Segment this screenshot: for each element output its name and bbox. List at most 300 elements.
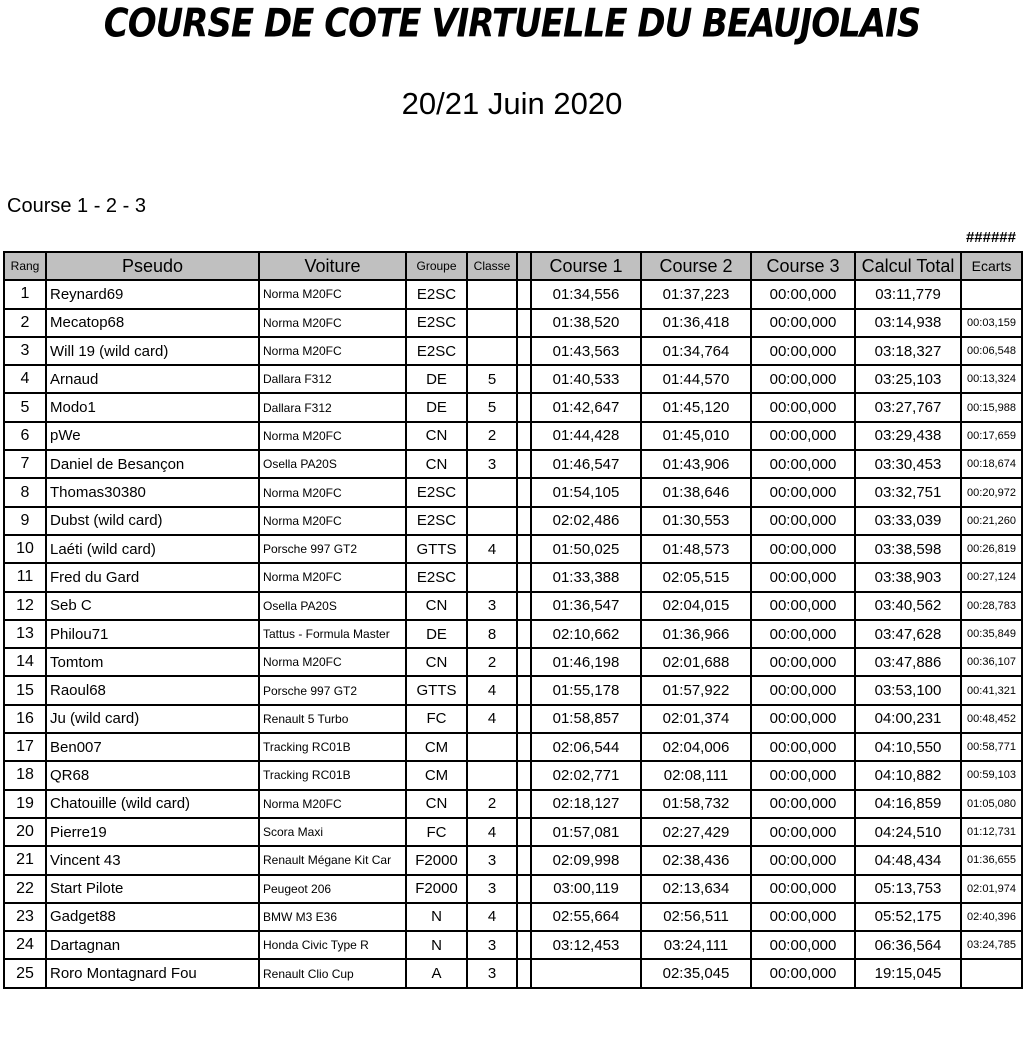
ecart-cell: 00:41,321 bbox=[961, 676, 1022, 704]
header-course2: Course 2 bbox=[641, 252, 751, 280]
course2-cell: 02:01,688 bbox=[641, 648, 751, 676]
ecart-cell: 00:13,324 bbox=[961, 365, 1022, 393]
header-rang: Rang bbox=[4, 252, 46, 280]
car-cell: Norma M20FC bbox=[259, 337, 406, 365]
pseudo-cell: Mecatop68 bbox=[46, 309, 259, 337]
table-row bbox=[4, 592, 1022, 620]
spacer-cell bbox=[517, 478, 531, 506]
group-cell: CN bbox=[406, 450, 467, 478]
spacer-cell bbox=[517, 931, 531, 959]
class-cell bbox=[467, 280, 517, 308]
pseudo-cell: Thomas30380 bbox=[46, 478, 259, 506]
class-cell bbox=[467, 761, 517, 789]
ecart-cell: 00:17,659 bbox=[961, 422, 1022, 450]
pseudo-cell: Modo1 bbox=[46, 393, 259, 421]
car-cell: Dallara F312 bbox=[259, 393, 406, 421]
group-cell: E2SC bbox=[406, 478, 467, 506]
group-cell: CN bbox=[406, 648, 467, 676]
course3-cell: 00:00,000 bbox=[751, 450, 855, 478]
header-classe: Classe bbox=[467, 252, 517, 280]
spacer-cell bbox=[517, 903, 531, 931]
car-cell: Norma M20FC bbox=[259, 507, 406, 535]
table-row bbox=[4, 705, 1022, 733]
spacer-cell bbox=[517, 365, 531, 393]
course2-cell: 02:08,111 bbox=[641, 761, 751, 789]
group-cell: E2SC bbox=[406, 337, 467, 365]
table-row bbox=[4, 422, 1022, 450]
group-cell: F2000 bbox=[406, 875, 467, 903]
ecart-cell: 01:12,731 bbox=[961, 818, 1022, 846]
course2-cell: 02:05,515 bbox=[641, 563, 751, 591]
rank-cell: 22 bbox=[4, 875, 46, 903]
total-cell: 03:40,562 bbox=[855, 592, 961, 620]
table-row bbox=[4, 478, 1022, 506]
spacer-cell bbox=[517, 705, 531, 733]
car-cell: Tracking RC01B bbox=[259, 733, 406, 761]
car-cell: Norma M20FC bbox=[259, 280, 406, 308]
ecart-cell: 00:21,260 bbox=[961, 507, 1022, 535]
rank-cell: 24 bbox=[4, 931, 46, 959]
pseudo-cell: Pierre19 bbox=[46, 818, 259, 846]
car-cell: Norma M20FC bbox=[259, 648, 406, 676]
car-cell: Honda Civic Type R bbox=[259, 931, 406, 959]
course1-cell: 02:09,998 bbox=[531, 846, 641, 874]
course1-cell: 01:43,563 bbox=[531, 337, 641, 365]
course3-cell: 00:00,000 bbox=[751, 676, 855, 704]
group-cell: E2SC bbox=[406, 507, 467, 535]
course3-cell: 00:00,000 bbox=[751, 507, 855, 535]
course3-cell: 00:00,000 bbox=[751, 592, 855, 620]
pseudo-cell: Fred du Gard bbox=[46, 563, 259, 591]
car-cell: Tattus - Formula Master bbox=[259, 620, 406, 648]
course3-cell: 00:00,000 bbox=[751, 280, 855, 308]
class-cell: 3 bbox=[467, 846, 517, 874]
course3-cell: 00:00,000 bbox=[751, 959, 855, 987]
course2-cell: 03:24,111 bbox=[641, 931, 751, 959]
course2-cell: 01:36,418 bbox=[641, 309, 751, 337]
class-cell: 2 bbox=[467, 648, 517, 676]
course1-cell: 01:44,428 bbox=[531, 422, 641, 450]
total-cell: 03:47,628 bbox=[855, 620, 961, 648]
spacer-cell bbox=[517, 761, 531, 789]
group-cell: E2SC bbox=[406, 309, 467, 337]
group-cell: CN bbox=[406, 592, 467, 620]
total-cell: 04:24,510 bbox=[855, 818, 961, 846]
class-cell: 4 bbox=[467, 535, 517, 563]
course1-cell: 02:02,486 bbox=[531, 507, 641, 535]
ecart-cell: 02:40,396 bbox=[961, 903, 1022, 931]
pseudo-cell: Gadget88 bbox=[46, 903, 259, 931]
header-ecarts: Ecarts bbox=[961, 252, 1022, 280]
course3-cell: 00:00,000 bbox=[751, 563, 855, 591]
group-cell: CM bbox=[406, 761, 467, 789]
total-cell: 05:52,175 bbox=[855, 903, 961, 931]
spacer-cell bbox=[517, 648, 531, 676]
course2-cell: 01:38,646 bbox=[641, 478, 751, 506]
pseudo-cell: Vincent 43 bbox=[46, 846, 259, 874]
ecart-cell: 00:18,674 bbox=[961, 450, 1022, 478]
ecart-cell: 00:27,124 bbox=[961, 563, 1022, 591]
pseudo-cell: Dartagnan bbox=[46, 931, 259, 959]
class-cell: 3 bbox=[467, 959, 517, 987]
spacer-cell bbox=[517, 280, 531, 308]
spacer-cell bbox=[517, 818, 531, 846]
ecart-cell: 00:35,849 bbox=[961, 620, 1022, 648]
ecart-cell: 00:15,988 bbox=[961, 393, 1022, 421]
spacer-cell bbox=[517, 846, 531, 874]
rank-cell: 9 bbox=[4, 507, 46, 535]
ecart-cell bbox=[961, 959, 1022, 987]
pseudo-cell: Reynard69 bbox=[46, 280, 259, 308]
class-cell: 3 bbox=[467, 450, 517, 478]
event-date: 20/21 Juin 2020 bbox=[401, 86, 623, 121]
course3-cell: 00:00,000 bbox=[751, 790, 855, 818]
ecart-cell: 02:01,974 bbox=[961, 875, 1022, 903]
spacer-cell bbox=[517, 507, 531, 535]
class-cell: 4 bbox=[467, 705, 517, 733]
pseudo-cell: pWe bbox=[46, 422, 259, 450]
car-cell: Osella PA20S bbox=[259, 592, 406, 620]
pseudo-cell: Ju (wild card) bbox=[46, 705, 259, 733]
class-cell: 2 bbox=[467, 422, 517, 450]
car-cell: Porsche 997 GT2 bbox=[259, 535, 406, 563]
course2-cell: 01:44,570 bbox=[641, 365, 751, 393]
table-row bbox=[4, 365, 1022, 393]
table-row bbox=[4, 931, 1022, 959]
total-cell: 03:33,039 bbox=[855, 507, 961, 535]
course2-cell: 01:45,010 bbox=[641, 422, 751, 450]
car-cell: Norma M20FC bbox=[259, 790, 406, 818]
spacer-cell bbox=[517, 535, 531, 563]
class-cell bbox=[467, 337, 517, 365]
class-cell: 4 bbox=[467, 903, 517, 931]
rank-cell: 12 bbox=[4, 592, 46, 620]
table-row bbox=[4, 959, 1022, 987]
rank-cell: 1 bbox=[4, 280, 46, 308]
table-row bbox=[4, 875, 1022, 903]
total-cell: 03:30,453 bbox=[855, 450, 961, 478]
group-cell: CN bbox=[406, 422, 467, 450]
group-cell: FC bbox=[406, 818, 467, 846]
car-cell: Norma M20FC bbox=[259, 478, 406, 506]
course2-cell: 01:57,922 bbox=[641, 676, 751, 704]
course1-cell: 01:40,533 bbox=[531, 365, 641, 393]
pseudo-cell: Arnaud bbox=[46, 365, 259, 393]
rank-cell: 10 bbox=[4, 535, 46, 563]
course1-cell: 02:02,771 bbox=[531, 761, 641, 789]
course2-cell: 01:58,732 bbox=[641, 790, 751, 818]
header-pseudo: Pseudo bbox=[46, 252, 259, 280]
rank-cell: 14 bbox=[4, 648, 46, 676]
header-total: Calcul Total bbox=[855, 252, 961, 280]
class-cell: 4 bbox=[467, 818, 517, 846]
ecart-cell: 00:06,548 bbox=[961, 337, 1022, 365]
course3-cell: 00:00,000 bbox=[751, 846, 855, 874]
course1-cell: 01:34,556 bbox=[531, 280, 641, 308]
car-cell: Peugeot 206 bbox=[259, 875, 406, 903]
course2-cell: 01:45,120 bbox=[641, 393, 751, 421]
total-cell: 03:27,767 bbox=[855, 393, 961, 421]
total-cell: 03:32,751 bbox=[855, 478, 961, 506]
table-row bbox=[4, 393, 1022, 421]
car-cell: Osella PA20S bbox=[259, 450, 406, 478]
total-cell: 04:00,231 bbox=[855, 705, 961, 733]
course3-cell: 00:00,000 bbox=[751, 648, 855, 676]
course3-cell: 00:00,000 bbox=[751, 393, 855, 421]
class-cell: 4 bbox=[467, 676, 517, 704]
course2-cell: 01:30,553 bbox=[641, 507, 751, 535]
spacer-cell bbox=[517, 875, 531, 903]
table-row bbox=[4, 563, 1022, 591]
course1-cell: 01:46,547 bbox=[531, 450, 641, 478]
course3-cell: 00:00,000 bbox=[751, 535, 855, 563]
spacer-cell bbox=[517, 422, 531, 450]
course3-cell: 00:00,000 bbox=[751, 705, 855, 733]
car-cell: BMW M3 E36 bbox=[259, 903, 406, 931]
total-cell: 04:10,550 bbox=[855, 733, 961, 761]
pseudo-cell: Seb C bbox=[46, 592, 259, 620]
course2-cell: 02:01,374 bbox=[641, 705, 751, 733]
car-cell: Renault Clio Cup bbox=[259, 959, 406, 987]
pseudo-cell: Tomtom bbox=[46, 648, 259, 676]
course3-cell: 00:00,000 bbox=[751, 733, 855, 761]
course3-cell: 00:00,000 bbox=[751, 818, 855, 846]
pseudo-cell: Laéti (wild card) bbox=[46, 535, 259, 563]
car-cell: Norma M20FC bbox=[259, 422, 406, 450]
spacer-cell bbox=[517, 337, 531, 365]
group-cell: GTTS bbox=[406, 676, 467, 704]
spacer-cell bbox=[517, 309, 531, 337]
class-cell: 8 bbox=[467, 620, 517, 648]
total-cell: 03:53,100 bbox=[855, 676, 961, 704]
rank-cell: 5 bbox=[4, 393, 46, 421]
course3-cell: 00:00,000 bbox=[751, 478, 855, 506]
group-cell: N bbox=[406, 931, 467, 959]
pseudo-cell: Chatouille (wild card) bbox=[46, 790, 259, 818]
course2-cell: 02:35,045 bbox=[641, 959, 751, 987]
rank-cell: 3 bbox=[4, 337, 46, 365]
car-cell: Renault Mégane Kit Car bbox=[259, 846, 406, 874]
course1-cell: 02:06,544 bbox=[531, 733, 641, 761]
table-row bbox=[4, 733, 1022, 761]
rank-cell: 21 bbox=[4, 846, 46, 874]
course1-cell: 01:54,105 bbox=[531, 478, 641, 506]
course1-cell bbox=[531, 959, 641, 987]
course1-cell: 01:33,388 bbox=[531, 563, 641, 591]
course1-cell: 02:10,662 bbox=[531, 620, 641, 648]
pseudo-cell: Daniel de Besançon bbox=[46, 450, 259, 478]
total-cell: 03:18,327 bbox=[855, 337, 961, 365]
course2-cell: 02:56,511 bbox=[641, 903, 751, 931]
car-cell: Norma M20FC bbox=[259, 309, 406, 337]
course1-cell: 01:36,547 bbox=[531, 592, 641, 620]
course2-cell: 01:43,906 bbox=[641, 450, 751, 478]
table-row bbox=[4, 450, 1022, 478]
course3-cell: 00:00,000 bbox=[751, 337, 855, 365]
pseudo-cell: QR68 bbox=[46, 761, 259, 789]
group-cell: CN bbox=[406, 790, 467, 818]
pseudo-cell: Raoul68 bbox=[46, 676, 259, 704]
total-cell: 04:16,859 bbox=[855, 790, 961, 818]
spacer-cell bbox=[517, 450, 531, 478]
total-cell: 06:36,564 bbox=[855, 931, 961, 959]
table-row bbox=[4, 535, 1022, 563]
pseudo-cell: Ben007 bbox=[46, 733, 259, 761]
table-row bbox=[4, 761, 1022, 789]
ecart-cell: 03:24,785 bbox=[961, 931, 1022, 959]
course1-cell: 01:42,647 bbox=[531, 393, 641, 421]
pseudo-cell: Will 19 (wild card) bbox=[46, 337, 259, 365]
car-cell: Porsche 997 GT2 bbox=[259, 676, 406, 704]
rank-cell: 15 bbox=[4, 676, 46, 704]
car-cell: Tracking RC01B bbox=[259, 761, 406, 789]
spacer-cell bbox=[517, 592, 531, 620]
pseudo-cell: Roro Montagnard Fou bbox=[46, 959, 259, 987]
ecart-cell: 00:36,107 bbox=[961, 648, 1022, 676]
course1-cell: 01:46,198 bbox=[531, 648, 641, 676]
course1-cell: 01:38,520 bbox=[531, 309, 641, 337]
header-course1: Course 1 bbox=[531, 252, 641, 280]
class-cell: 2 bbox=[467, 790, 517, 818]
course2-cell: 01:34,764 bbox=[641, 337, 751, 365]
spacer-cell bbox=[517, 563, 531, 591]
pseudo-cell: Dubst (wild card) bbox=[46, 507, 259, 535]
group-cell: A bbox=[406, 959, 467, 987]
course2-cell: 01:37,223 bbox=[641, 280, 751, 308]
rank-cell: 7 bbox=[4, 450, 46, 478]
course1-cell: 01:58,857 bbox=[531, 705, 641, 733]
rank-cell: 11 bbox=[4, 563, 46, 591]
table-row bbox=[4, 620, 1022, 648]
spacer-cell bbox=[517, 393, 531, 421]
group-cell: DE bbox=[406, 393, 467, 421]
table-row bbox=[4, 648, 1022, 676]
spacer-cell bbox=[517, 790, 531, 818]
total-cell: 03:47,886 bbox=[855, 648, 961, 676]
car-cell: Renault 5 Turbo bbox=[259, 705, 406, 733]
course2-cell: 01:36,966 bbox=[641, 620, 751, 648]
course1-cell: 02:18,127 bbox=[531, 790, 641, 818]
rank-cell: 18 bbox=[4, 761, 46, 789]
rank-cell: 23 bbox=[4, 903, 46, 931]
total-cell: 03:29,438 bbox=[855, 422, 961, 450]
rank-cell: 2 bbox=[4, 309, 46, 337]
ecart-cell: 00:28,783 bbox=[961, 592, 1022, 620]
course2-cell: 02:04,015 bbox=[641, 592, 751, 620]
class-cell bbox=[467, 563, 517, 591]
class-cell: 5 bbox=[467, 365, 517, 393]
ecart-cell: 00:26,819 bbox=[961, 535, 1022, 563]
header-row bbox=[4, 252, 1022, 280]
table-row bbox=[4, 903, 1022, 931]
car-cell: Dallara F312 bbox=[259, 365, 406, 393]
group-cell: FC bbox=[406, 705, 467, 733]
course1-cell: 01:55,178 bbox=[531, 676, 641, 704]
course2-cell: 01:48,573 bbox=[641, 535, 751, 563]
spacer-cell bbox=[517, 676, 531, 704]
rank-cell: 4 bbox=[4, 365, 46, 393]
group-cell: GTTS bbox=[406, 535, 467, 563]
pseudo-cell: Start Pilote bbox=[46, 875, 259, 903]
rank-cell: 6 bbox=[4, 422, 46, 450]
ecart-cell: 00:58,771 bbox=[961, 733, 1022, 761]
course-subtitle: Course 1 - 2 - 3 bbox=[7, 195, 146, 217]
ecart-cell: 00:48,452 bbox=[961, 705, 1022, 733]
course2-cell: 02:04,006 bbox=[641, 733, 751, 761]
class-cell: 3 bbox=[467, 875, 517, 903]
rank-cell: 16 bbox=[4, 705, 46, 733]
total-cell: 19:15,045 bbox=[855, 959, 961, 987]
total-cell: 03:25,103 bbox=[855, 365, 961, 393]
document-title: COURSE DE COTE VIRTUELLE DU BEAUJOLAIS bbox=[103, 1, 921, 47]
class-cell bbox=[467, 733, 517, 761]
course3-cell: 00:00,000 bbox=[751, 309, 855, 337]
rank-cell: 25 bbox=[4, 959, 46, 987]
spacer-cell bbox=[517, 959, 531, 987]
results-table bbox=[3, 251, 1023, 989]
group-cell: CM bbox=[406, 733, 467, 761]
class-cell bbox=[467, 309, 517, 337]
table-row bbox=[4, 818, 1022, 846]
course3-cell: 00:00,000 bbox=[751, 761, 855, 789]
group-cell: F2000 bbox=[406, 846, 467, 874]
class-cell: 3 bbox=[467, 592, 517, 620]
course3-cell: 00:00,000 bbox=[751, 875, 855, 903]
car-cell: Scora Maxi bbox=[259, 818, 406, 846]
total-cell: 03:38,903 bbox=[855, 563, 961, 591]
group-cell: E2SC bbox=[406, 280, 467, 308]
class-cell bbox=[467, 507, 517, 535]
spacer-cell bbox=[517, 620, 531, 648]
header-course3: Course 3 bbox=[751, 252, 855, 280]
table-row bbox=[4, 309, 1022, 337]
class-cell: 3 bbox=[467, 931, 517, 959]
total-cell: 03:11,779 bbox=[855, 280, 961, 308]
course1-cell: 03:00,119 bbox=[531, 875, 641, 903]
table-row bbox=[4, 280, 1022, 308]
ecart-cell: 01:05,080 bbox=[961, 790, 1022, 818]
table-row bbox=[4, 337, 1022, 365]
overflow-marker: ###### bbox=[965, 229, 1016, 246]
course2-cell: 02:38,436 bbox=[641, 846, 751, 874]
total-cell: 03:38,598 bbox=[855, 535, 961, 563]
header-groupe: Groupe bbox=[406, 252, 467, 280]
course2-cell: 02:27,429 bbox=[641, 818, 751, 846]
table-row bbox=[4, 790, 1022, 818]
table-row bbox=[4, 676, 1022, 704]
table-row bbox=[4, 846, 1022, 874]
course3-cell: 00:00,000 bbox=[751, 903, 855, 931]
total-cell: 04:48,434 bbox=[855, 846, 961, 874]
total-cell: 03:14,938 bbox=[855, 309, 961, 337]
rank-cell: 17 bbox=[4, 733, 46, 761]
car-cell: Norma M20FC bbox=[259, 563, 406, 591]
ecart-cell: 00:20,972 bbox=[961, 478, 1022, 506]
spacer-cell bbox=[517, 733, 531, 761]
course1-cell: 03:12,453 bbox=[531, 931, 641, 959]
group-cell: N bbox=[406, 903, 467, 931]
rank-cell: 20 bbox=[4, 818, 46, 846]
pseudo-cell: Philou71 bbox=[46, 620, 259, 648]
header-spacer bbox=[517, 252, 531, 280]
ecart-cell bbox=[961, 280, 1022, 308]
table-row bbox=[4, 507, 1022, 535]
course3-cell: 00:00,000 bbox=[751, 931, 855, 959]
course1-cell: 02:55,664 bbox=[531, 903, 641, 931]
total-cell: 05:13,753 bbox=[855, 875, 961, 903]
ecart-cell: 00:59,103 bbox=[961, 761, 1022, 789]
rank-cell: 8 bbox=[4, 478, 46, 506]
